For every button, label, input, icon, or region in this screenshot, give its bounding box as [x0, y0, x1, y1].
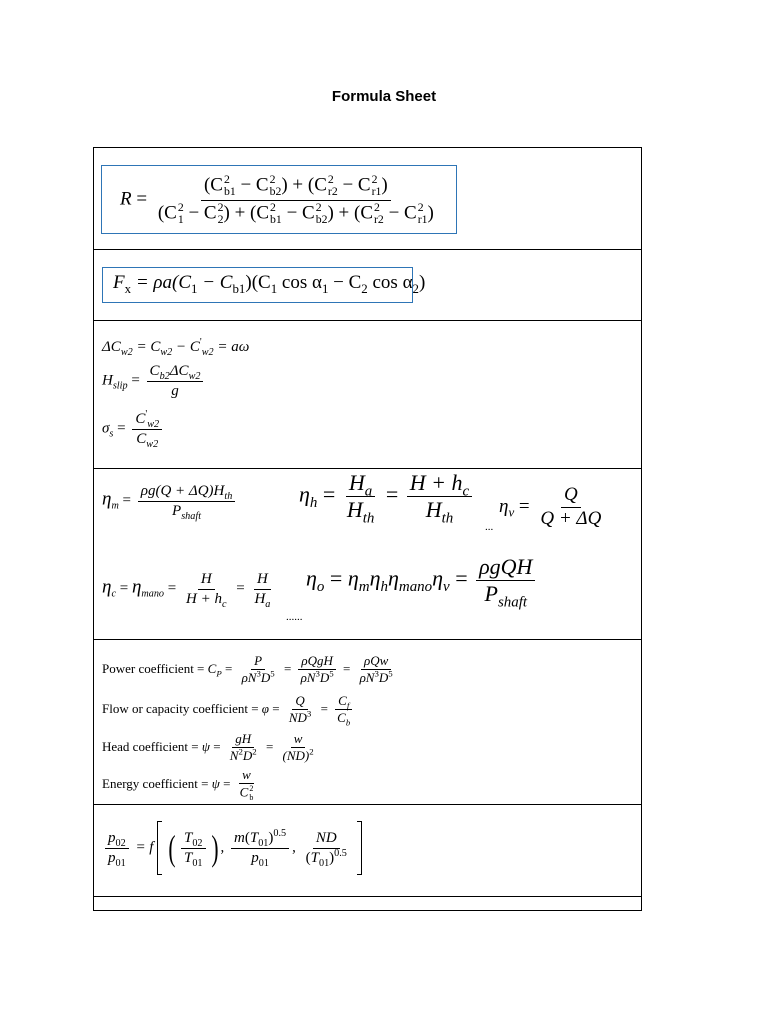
reaction-numerator: (C 2 b1 − C 2 b2 ) + (C 2 r2 − C 2 r1 ) — [201, 174, 391, 201]
reaction-symbol: R — [120, 188, 132, 210]
head-coefficient: Head coefficient = ψ = $\frac{gH}{N^2D^2}$ = $\frac{w}{(ND)^2}$ — [102, 731, 314, 764]
slip-factor: $\sigma_s$ = $\frac{C'_{w2}}{C_{w2}}$ — [102, 411, 165, 447]
eta-c-dots: ...... — [286, 611, 303, 623]
reaction-formula-box — [101, 165, 457, 234]
force-formula-box — [102, 267, 426, 303]
energy-coefficient: Energy coefficient = ψ = w C 2 b — [102, 767, 254, 802]
reaction-fraction — [155, 174, 437, 226]
pressure-ratio-formula: $\frac{p_{02}}{p_{01}}$ = f ( $\frac{T_{02}}{T_{01}}$ ) , $\frac{m(T_{01})^{0.5}}{p_{01}}$ , $\frac{ND}{(T_{01})^{0.5}}$ — [102, 821, 362, 875]
left-bracket — [157, 821, 162, 875]
reaction-formula: R = (C 2 b1 − C 2 b2 ) + (C 2 r2 − C 2 r1 ) (C 2 1 − C 2 2 ) + (C 2 b1 − C 2 b2 ) + (C 2 r2 − C 2 r1 ) — [120, 174, 440, 226]
eta-m-formula: $\eta_m$ = $\frac{\rho g(Q + \Delta Q)H_{th}}{P_{shaft}}$ — [102, 483, 238, 519]
row-efficiencies — [94, 469, 641, 640]
row-coefficients — [94, 640, 641, 805]
eta-h-dots: ... — [485, 521, 494, 533]
row-reaction — [94, 148, 641, 250]
reaction-denominator: (C 2 1 − C 2 2 ) + (C 2 b1 − C 2 b2 ) + (C 2 r2 − C 2 r1 ) — [157, 200, 434, 227]
slip-delta-cw2: $\Delta C_{w2} = C_{w2} - C'_{w2} = a\omega$ — [102, 337, 250, 358]
flow-coefficient: Flow or capacity coefficient = φ = $\frac{Q}{ND^3}$ = $\frac{C_f}{C_b}$ — [102, 694, 356, 726]
row-force — [94, 250, 641, 321]
eta-v-formula: $\eta_v$ = $\frac{Q}{Q + \Delta Q}$ — [499, 484, 602, 529]
power-coefficient: Power coefficient = $C_P$ = $\frac{P}{\rho N^3D^5}$ = $\frac{\text{ρQgH}}{\rho N^3D^5}$ = $\frac{\text{ρQw}}{\rho N^3D^5}$ — [102, 653, 393, 686]
page-title: Formula Sheet — [331, 88, 437, 105]
eta-h-formula: $\eta_h$ = $\frac{H_a}{H_{th}}$ = $\frac{H + h_c}{H_{th}}$ — [299, 471, 475, 522]
slip-head: $H_{slip}$ = $\frac{C_{b2}\Delta C_{w2}}{g}$ — [102, 363, 206, 399]
formula-table — [93, 147, 642, 911]
eta-c-formula: $\eta_c = \eta_{mano}$ = $\frac{H}{H + h_c}$ = $\frac{H}{H_a}$ — [102, 571, 271, 610]
row-dimensional — [94, 805, 641, 897]
eta-o-formula: $\eta_o = \eta_m\eta_h\eta_{mano}\eta_v$ = $\frac{\text{ρgQH}}{P_{shaft}}$ — [306, 555, 538, 606]
force-formula: $F_x = \rho a(C_1 - C_{b1})(C_1$ $\cos \alpha_1 - C_2$ $\cos \alpha_2$) — [113, 272, 426, 296]
right-bracket — [357, 821, 362, 875]
row-slip — [94, 321, 641, 469]
